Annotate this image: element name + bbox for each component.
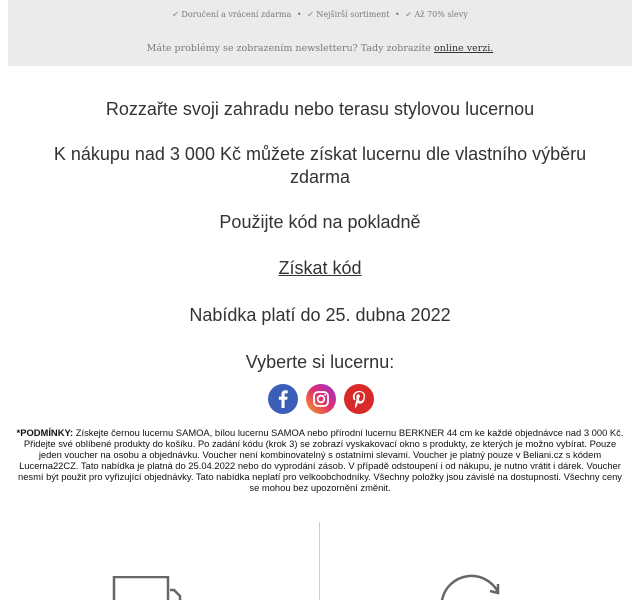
check-icon: ✔ xyxy=(172,10,179,19)
conditions-text xyxy=(14,427,626,493)
instagram-icon[interactable] xyxy=(306,384,336,414)
pinterest-icon[interactable] xyxy=(344,384,374,414)
validity-text: Nabídka platí do 25. dubna 2022 xyxy=(189,305,451,325)
conditions-body: Získejte černou lucernu SAMOA, bílou lucernu SAMOA nebo přírodní lucernu BERKNER 44 cm ke každé objednávce nad 3 000 Kč. Přidejte své oblíbené produkty do košíku. Po zadání kódu (krok 3) se zobrazí vyskakovací okno s produkty, ze kterých je možno vybírat. Pouze jeden voucher na osobu a objednávku. Voucher není kombinovatelný s ostatními slevami. Voucher je platný pouze v Beliani.cz s kódem Lucerna22CZ. Tato nabídka je platná do 25.04.2022 nebo do vyprodání zásob. V případě odstoupení i od nákupu, je nutno vrátit i dárek. Voucher nesmí být použit pro vyřizující objednávky. Tato nabídka neplatí pro velkoobchodníky. Všechny položky jsou závislé na dostupnosti. Všechny ceny se mohou bez upozornění změnit. xyxy=(18,427,624,493)
get-code-link[interactable]: Získat kód xyxy=(278,258,362,278)
usp-row xyxy=(8,10,632,19)
usp-item-assortment: Nejširší sortiment xyxy=(316,10,390,19)
newsletter-notice xyxy=(8,43,632,54)
offer-line-1: K nákupu nad 3 000 Kč můžete získat lucernu dle vlastního výběru xyxy=(53,144,587,164)
code-hint: Použijte kód na pokladně xyxy=(219,212,421,232)
cta-container xyxy=(0,257,640,279)
header-bar xyxy=(8,0,632,66)
social-links xyxy=(268,384,374,414)
truck-icon xyxy=(112,576,202,600)
check-icon: ✔ xyxy=(307,10,314,19)
choose-lantern-label: Vyberte si lucernu: xyxy=(245,352,395,372)
check-icon: ✔ xyxy=(405,10,412,19)
usp-item-delivery: Doručení a vrácení zdarma xyxy=(181,10,292,19)
usp-item-discount: Až 70% slevy xyxy=(414,10,468,19)
online-version-link[interactable]: online verzi. xyxy=(434,43,494,54)
footer-divider xyxy=(319,522,320,600)
return-icon xyxy=(436,574,506,600)
usp-separator: • xyxy=(296,10,302,19)
newsletter-text: Máte problémy se zobrazením newsletteru? Tady zobrazíte xyxy=(146,43,432,54)
conditions-label: *PODMÍNKY: xyxy=(16,427,74,438)
usp-separator: • xyxy=(395,10,400,19)
facebook-icon[interactable] xyxy=(268,384,298,414)
offer-line-2: zdarma xyxy=(289,167,351,187)
headline: Rozzařte svoji zahradu nebo terasu stylovou lucernou xyxy=(105,99,535,119)
